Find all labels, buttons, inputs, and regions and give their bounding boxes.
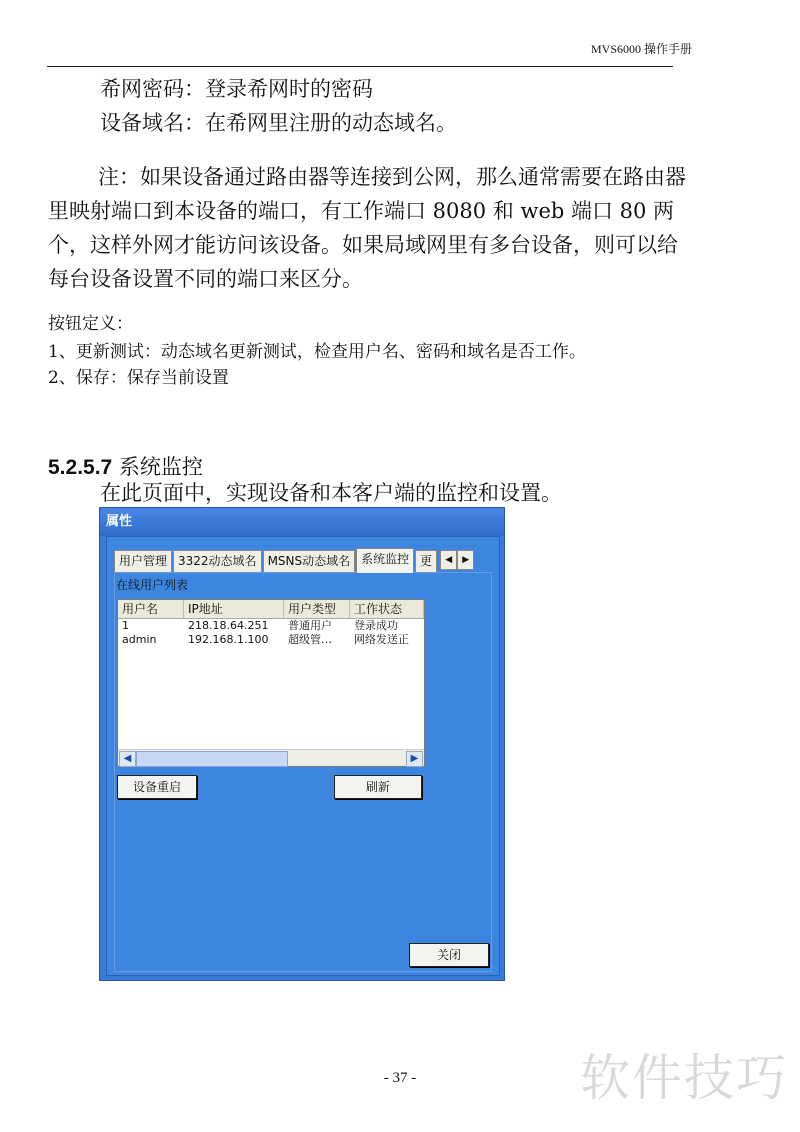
section-desc: 在此页面中，实现设备和本客户端的监控和设置。: [100, 481, 562, 505]
col-ip[interactable]: IP地址: [184, 600, 284, 618]
password-desc: 希网密码：登录希网时的密码: [100, 77, 373, 101]
tab-system-monitor[interactable]: 系统监控: [356, 548, 414, 573]
button-def-2: 2、保存：保存当前设置: [48, 368, 229, 388]
note-line-1: 注：如果设备通过路由器等连接到公网，那么通常需要在路由器: [98, 165, 686, 189]
note-line-4: 每台设备设置不同的端口来区分。: [48, 267, 363, 291]
cell-ip: 218.18.64.251: [188, 619, 269, 632]
tab-3322-ddns[interactable]: 3322动态域名: [173, 550, 262, 572]
buttons-title: 按钮定义：: [48, 314, 133, 334]
tab-more[interactable]: 更: [415, 550, 437, 572]
scroll-left-icon[interactable]: ◀: [119, 751, 136, 767]
cell-user-type: 普通用户: [288, 619, 332, 632]
note-line-2: 里映射端口到本设备的端口，有工作端口 8080 和 web 端口 80 两: [48, 199, 675, 223]
domain-desc: 设备域名：在希网里注册的动态域名。: [100, 111, 457, 135]
col-status[interactable]: 工作状态: [350, 600, 424, 618]
scroll-thumb[interactable]: [136, 751, 288, 767]
tab-left-arrow-icon[interactable]: ◀: [440, 550, 457, 570]
header-rule: [47, 66, 673, 67]
cell-status: 登录成功: [354, 619, 398, 632]
table-row[interactable]: [118, 633, 424, 647]
close-button[interactable]: 关闭: [409, 943, 489, 967]
tab-scroll-arrows: [440, 550, 474, 572]
section-title: 系统监控: [118, 455, 203, 479]
online-users-list[interactable]: [117, 599, 425, 767]
scroll-right-icon[interactable]: ▶: [406, 751, 423, 767]
watermark: 软件技巧: [580, 1049, 788, 1107]
note-line-3: 个，这样外网才能访问该设备。如果局域网里有多台设备，则可以给: [48, 233, 678, 257]
tab-right-arrow-icon[interactable]: ▶: [457, 550, 474, 570]
col-user-type[interactable]: 用户类型: [284, 600, 350, 618]
col-username[interactable]: 用户名: [118, 600, 184, 618]
header-title: MVS6000 操作手册: [590, 42, 692, 56]
tab-msns-ddns[interactable]: MSNS动态域名: [263, 550, 356, 572]
cell-ip: 192.168.1.100: [188, 633, 269, 646]
cell-username: admin: [122, 633, 157, 646]
refresh-button[interactable]: 刷新: [334, 775, 422, 799]
tab-user-management[interactable]: 用户管理: [114, 550, 172, 572]
reboot-device-button[interactable]: 设备重启: [117, 775, 197, 799]
tab-strip: [114, 550, 474, 572]
button-def-1: 1、更新测试：动态域名更新测试，检查用户名、密码和域名是否工作。: [48, 342, 586, 362]
cell-username: 1: [122, 619, 129, 632]
cell-user-type: 超级管…: [288, 633, 332, 646]
cell-status: 网络发送正: [354, 633, 409, 646]
section-number: 5.2.5.7: [48, 456, 113, 479]
list-header: [118, 600, 424, 619]
online-users-label: 在线用户列表: [116, 578, 189, 592]
horizontal-scrollbar[interactable]: [118, 749, 424, 766]
dialog-title: 属性: [100, 508, 504, 536]
page-number: - 37 -: [383, 1070, 417, 1086]
table-row[interactable]: [118, 619, 424, 633]
